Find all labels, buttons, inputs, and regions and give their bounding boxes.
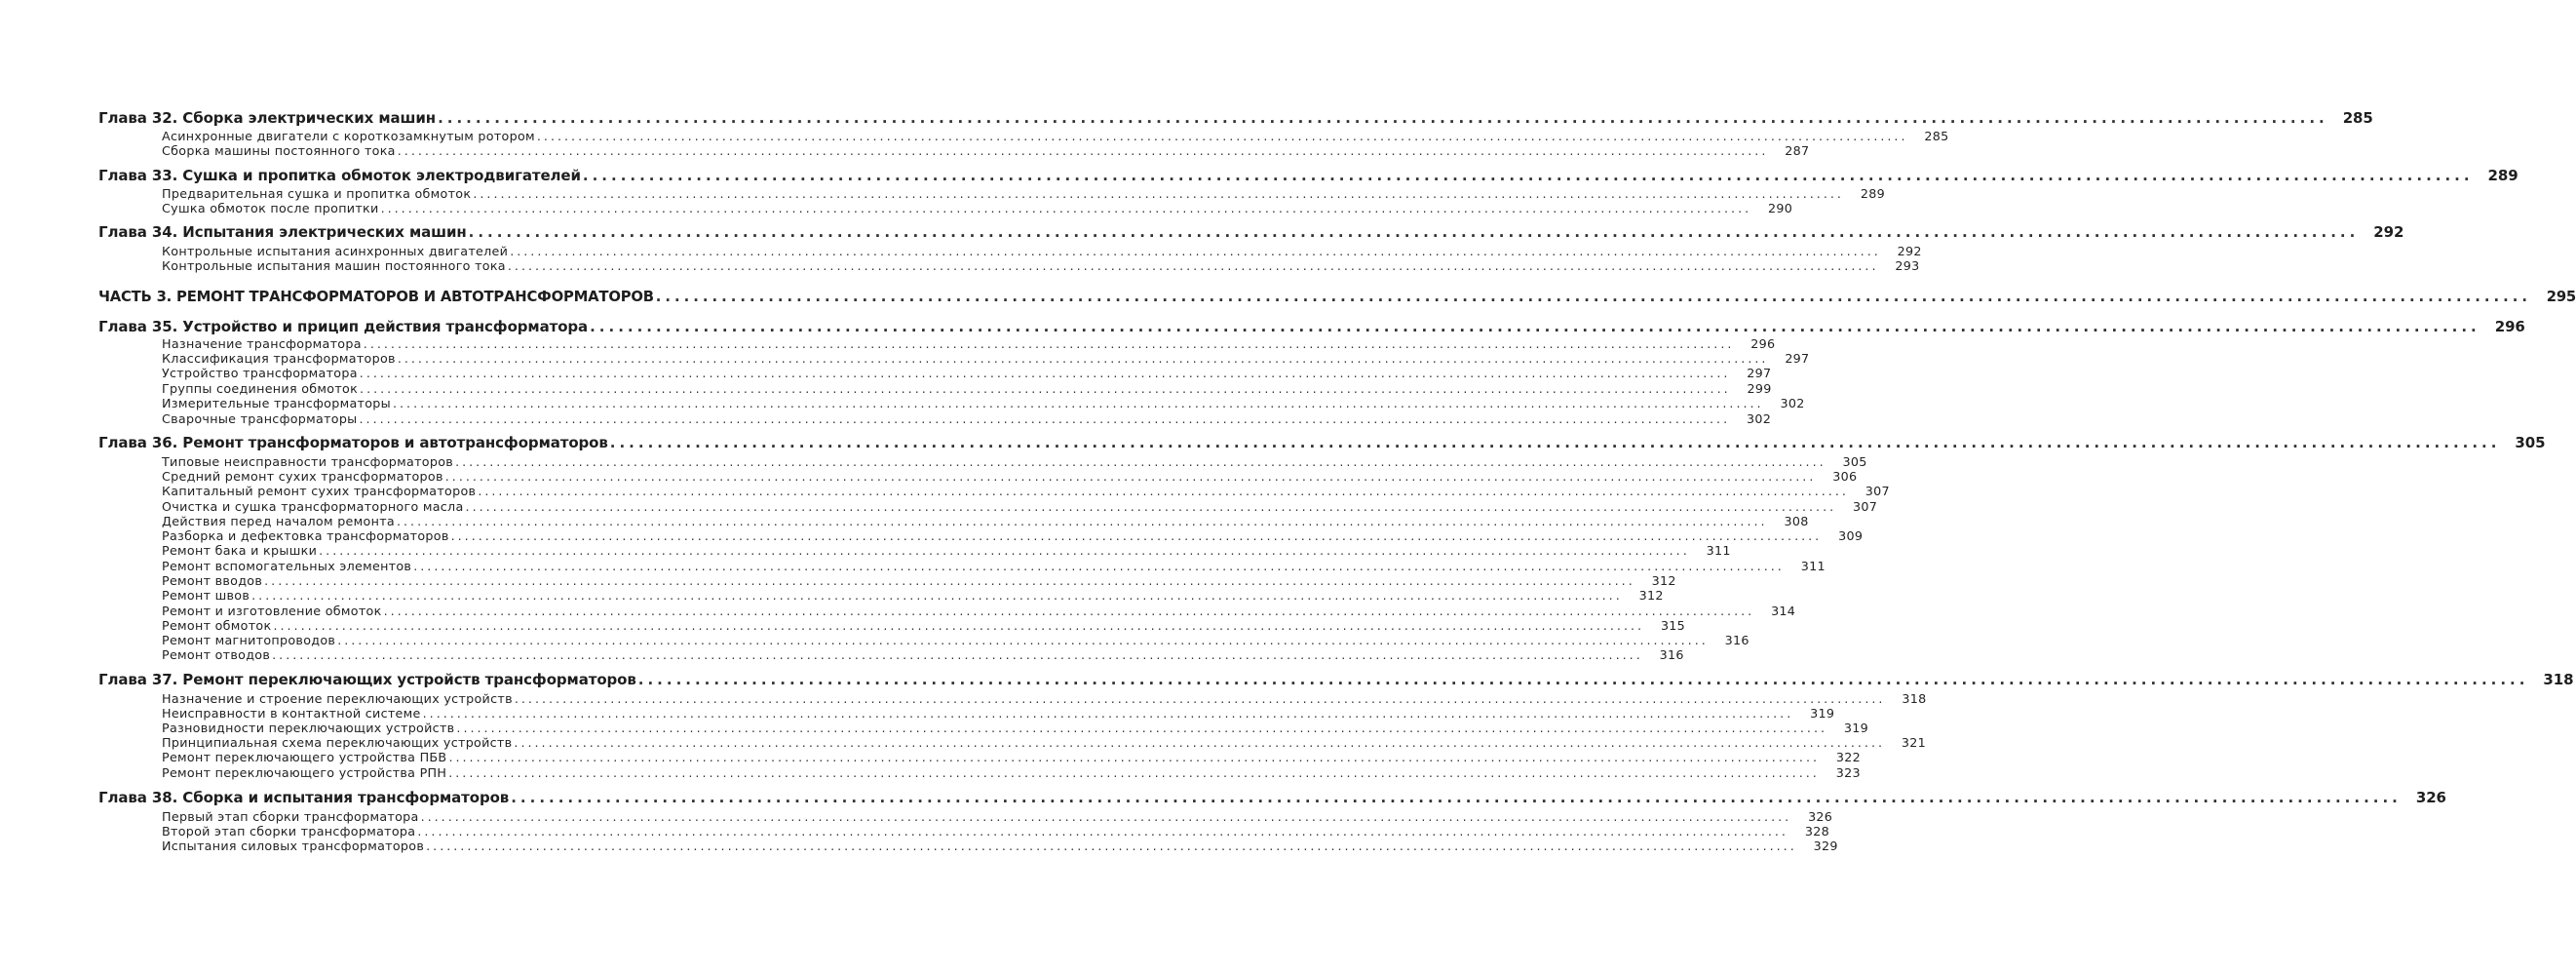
dot-leader: ........................................................................................................................................................................................................ bbox=[511, 789, 2402, 806]
toc-section-entry bbox=[0, 201, 1793, 215]
toc-section-entry bbox=[0, 633, 1749, 647]
entry-title: Контрольные испытания машин постоянного тока bbox=[162, 258, 506, 273]
dot-leader: ........................................................................................................................................................................................................ bbox=[420, 809, 1792, 824]
dot-leader: ........................................................................................................................................................................................................ bbox=[397, 351, 1769, 366]
dot-leader: ........................................................................................................................................................................................................ bbox=[426, 838, 1797, 853]
entry-title: Ремонт швов bbox=[162, 588, 250, 603]
toc-section-entry bbox=[0, 618, 1686, 633]
entry-title: Разновидности переключающих устройств bbox=[162, 721, 455, 735]
page-number: 299 bbox=[1747, 381, 1772, 396]
toc-section-entry bbox=[0, 129, 1949, 143]
page-number: 296 bbox=[2494, 318, 2525, 335]
toc-section-entry bbox=[0, 543, 1731, 558]
entry-title: Очистка и сушка трансформаторного масла bbox=[162, 499, 464, 514]
entry-title: Группы соединения обмоток bbox=[162, 381, 359, 396]
entry-title: Ремонт и изготовление обмоток bbox=[162, 604, 382, 618]
entry-title: Ремонт вспомогательных элементов bbox=[162, 559, 412, 573]
toc-section-entry bbox=[0, 559, 1826, 573]
toc-section-entry bbox=[0, 647, 1684, 662]
toc-section-entry bbox=[0, 514, 1809, 528]
dot-leader: ........................................................................................................................................................................................................ bbox=[264, 573, 1635, 588]
entry-title: Глава 32. Сборка электрических машин bbox=[98, 109, 437, 127]
page-number: 321 bbox=[1901, 735, 1927, 750]
page-number: 312 bbox=[1651, 573, 1676, 588]
toc-section-entry bbox=[0, 484, 1890, 498]
page-number: 311 bbox=[1800, 559, 1826, 573]
entry-title: Капитальный ремонт сухих трансформаторов bbox=[162, 484, 477, 498]
page-number: 323 bbox=[1835, 765, 1861, 780]
toc-chapter-entry bbox=[0, 789, 2446, 806]
entry-title: Глава 37. Ремонт переключающих устройств трансформаторов bbox=[98, 671, 636, 688]
toc-section-entry bbox=[0, 528, 1864, 543]
toc-section-entry bbox=[0, 186, 1885, 201]
dot-leader: ........................................................................................................................................................................................................ bbox=[507, 258, 1879, 273]
page-number: 322 bbox=[1835, 750, 1862, 764]
dot-leader: ........................................................................................................................................................................................................ bbox=[637, 671, 2529, 688]
page-number: 293 bbox=[1895, 258, 1920, 273]
toc-part-entry bbox=[0, 289, 2576, 305]
page-number: 316 bbox=[1724, 633, 1749, 647]
entry-title: Второй этап сборки трансформатора bbox=[162, 824, 416, 838]
toc-section-entry bbox=[0, 396, 1805, 410]
dot-leader: ........................................................................................................................................................................................................ bbox=[444, 469, 1817, 484]
toc-section-entry bbox=[0, 838, 1838, 853]
dot-leader: ........................................................................................................................................................................................................ bbox=[397, 143, 1769, 158]
dot-leader: ........................................................................................................................................................................................................ bbox=[417, 824, 1788, 838]
toc-section-entry bbox=[0, 735, 1927, 750]
page-number: 289 bbox=[2487, 167, 2518, 184]
dot-leader: ........................................................................................................................................................................................................ bbox=[359, 411, 1731, 426]
entry-title: Типовые неисправности трансформаторов bbox=[162, 454, 454, 469]
entry-title: Разборка и дефектовка трансформаторов bbox=[162, 528, 449, 543]
dot-leader: ........................................................................................................................................................................................................ bbox=[383, 604, 1755, 618]
toc-section-entry bbox=[0, 469, 1858, 484]
page-number: 328 bbox=[1804, 824, 1829, 838]
dot-leader: ........................................................................................................................................................................................................ bbox=[360, 381, 1731, 396]
entry-title: Сушка обмоток после пропитки bbox=[162, 201, 379, 215]
toc-chapter-entry bbox=[0, 167, 2518, 184]
toc-section-entry bbox=[0, 706, 1835, 721]
page-number: 287 bbox=[1785, 143, 1810, 158]
dot-leader: ........................................................................................................................................................................................................ bbox=[456, 721, 1828, 735]
toc-section-entry bbox=[0, 366, 1772, 380]
dot-leader: ........................................................................................................................................................................................................ bbox=[536, 129, 1908, 143]
dot-leader: ........................................................................................................................................................................................................ bbox=[478, 484, 1849, 498]
page-number: 306 bbox=[1832, 469, 1858, 484]
entry-title: Глава 35. Устройство и прицип действия трансформатора bbox=[98, 318, 589, 335]
page-number: 297 bbox=[1747, 366, 1772, 380]
entry-title: Ремонт переключающего устройства ПБВ bbox=[162, 750, 447, 764]
entry-title: Принципиальная схема переключающих устройств bbox=[162, 735, 513, 750]
page-number: 329 bbox=[1813, 838, 1838, 853]
entry-title: Ремонт переключающего устройства РПН bbox=[162, 765, 447, 780]
page-number: 307 bbox=[1865, 484, 1890, 498]
dot-leader: ........................................................................................................................................................................................................ bbox=[450, 528, 1823, 543]
toc-chapter-entry bbox=[0, 434, 2546, 451]
dot-leader: ........................................................................................................................................................................................................ bbox=[438, 109, 2328, 127]
toc-section-entry bbox=[0, 454, 1867, 469]
page-number: 311 bbox=[1706, 543, 1731, 558]
entry-title: Ремонт бака и крышки bbox=[162, 543, 318, 558]
entry-title: Сварочные трансформаторы bbox=[162, 411, 358, 426]
dot-leader: ........................................................................................................................................................................................................ bbox=[514, 735, 1886, 750]
toc-section-entry bbox=[0, 351, 1810, 366]
page-number: 305 bbox=[2515, 434, 2546, 451]
toc-section-entry bbox=[0, 691, 1927, 706]
entry-title: Классификация трансформаторов bbox=[162, 351, 396, 366]
toc-section-entry bbox=[0, 604, 1796, 618]
toc-section-entry bbox=[0, 258, 1920, 273]
dot-leader: ........................................................................................................................................................................................................ bbox=[510, 244, 1881, 258]
page-number: 318 bbox=[1902, 691, 1927, 706]
entry-title: Измерительные трансформаторы bbox=[162, 396, 391, 410]
dot-leader: ........................................................................................................................................................................................................ bbox=[363, 336, 1735, 351]
toc-section-entry bbox=[0, 499, 1878, 514]
page-number: 305 bbox=[1842, 454, 1867, 469]
page-number: 297 bbox=[1785, 351, 1810, 366]
toc-section-entry bbox=[0, 244, 1922, 258]
toc-chapter-entry bbox=[0, 223, 2404, 241]
page-number: 302 bbox=[1746, 411, 1772, 426]
toc-chapter-entry bbox=[0, 671, 2574, 688]
dot-leader: ........................................................................................................................................................................................................ bbox=[655, 289, 2532, 305]
dot-leader: ........................................................................................................................................................................................................ bbox=[380, 201, 1752, 215]
dot-leader: ........................................................................................................................................................................................................ bbox=[590, 318, 2480, 335]
page-number: 326 bbox=[2415, 789, 2446, 806]
dot-leader: ........................................................................................................................................................................................................ bbox=[468, 223, 2360, 241]
dot-leader: ........................................................................................................................................................................................................ bbox=[448, 765, 1820, 780]
page-number: 296 bbox=[1750, 336, 1776, 351]
page-number: 308 bbox=[1784, 514, 1809, 528]
entry-title: Ремонт вводов bbox=[162, 573, 263, 588]
dot-leader: ........................................................................................................................................................................................................ bbox=[473, 186, 1844, 201]
entry-title: Средний ремонт сухих трансформаторов bbox=[162, 469, 443, 484]
toc-section-entry bbox=[0, 750, 1862, 764]
entry-title: Асинхронные двигатели с короткозамкнутым ротором bbox=[162, 129, 535, 143]
toc-section-entry bbox=[0, 588, 1664, 603]
dot-leader: ........................................................................................................................................................................................................ bbox=[455, 454, 1826, 469]
toc-chapter-entry bbox=[0, 318, 2525, 335]
page-number: 314 bbox=[1771, 604, 1796, 618]
toc-section-entry bbox=[0, 411, 1772, 426]
entry-title: Испытания силовых трансформаторов bbox=[162, 838, 425, 853]
page-number: 307 bbox=[1853, 499, 1878, 514]
page-number: 292 bbox=[1897, 244, 1922, 258]
toc-section-entry bbox=[0, 381, 1772, 396]
dot-leader: ........................................................................................................................................................................................................ bbox=[413, 559, 1785, 573]
entry-title: Ремонт обмоток bbox=[162, 618, 272, 633]
dot-leader: ........................................................................................................................................................................................................ bbox=[359, 366, 1731, 380]
entry-title: Сборка машины постоянного тока bbox=[162, 143, 396, 158]
page-number: 302 bbox=[1780, 396, 1805, 410]
dot-leader: ........................................................................................................................................................................................................ bbox=[273, 618, 1645, 633]
toc-section-entry bbox=[0, 143, 1810, 158]
dot-leader: ........................................................................................................................................................................................................ bbox=[396, 514, 1768, 528]
page-number: 315 bbox=[1660, 618, 1686, 633]
entry-title: Глава 34. Испытания электрических машин bbox=[98, 223, 467, 241]
entry-title: Глава 38. Сборка и испытания трансформаторов bbox=[98, 789, 510, 806]
toc-chapter-entry bbox=[0, 109, 2373, 127]
toc-section-entry bbox=[0, 765, 1861, 780]
entry-title: Первый этап сборки трансформатора bbox=[162, 809, 419, 824]
entry-title: Действия перед началом ремонта bbox=[162, 514, 395, 528]
page-number: 285 bbox=[2342, 109, 2373, 127]
entry-title: Назначение трансформатора bbox=[162, 336, 362, 351]
dot-leader: ........................................................................................................................................................................................................ bbox=[422, 706, 1794, 721]
dot-leader: ........................................................................................................................................................................................................ bbox=[337, 633, 1709, 647]
toc-section-entry bbox=[0, 721, 1869, 735]
entry-title: Устройство трансформатора bbox=[162, 366, 358, 380]
entry-title: Глава 33. Сушка и пропитка обмоток электродвигателей bbox=[98, 167, 581, 184]
entry-title: Ремонт отводов bbox=[162, 647, 271, 662]
page-number: 312 bbox=[1638, 588, 1664, 603]
entry-title: Ремонт магнитопроводов bbox=[162, 633, 336, 647]
page-number: 290 bbox=[1768, 201, 1793, 215]
toc-section-entry bbox=[0, 336, 1776, 351]
entry-title: Глава 36. Ремонт трансформаторов и автотрансформаторов bbox=[98, 434, 608, 451]
dot-leader: ........................................................................................................................................................................................................ bbox=[319, 543, 1690, 558]
entry-title: Неисправности в контактной системе bbox=[162, 706, 421, 721]
dot-leader: ........................................................................................................................................................................................................ bbox=[272, 647, 1643, 662]
dot-leader: ........................................................................................................................................................................................................ bbox=[251, 588, 1623, 603]
page-number: 319 bbox=[1810, 706, 1835, 721]
page-number: 289 bbox=[1860, 186, 1885, 201]
page-number: 316 bbox=[1659, 647, 1684, 662]
page-number: 318 bbox=[2543, 671, 2574, 688]
dot-leader: ........................................................................................................................................................................................................ bbox=[582, 167, 2474, 184]
dot-leader: ........................................................................................................................................................................................................ bbox=[448, 750, 1821, 764]
dot-leader: ........................................................................................................................................................................................................ bbox=[514, 691, 1886, 706]
page-number: 309 bbox=[1838, 528, 1864, 543]
page-number: 292 bbox=[2373, 223, 2404, 241]
page-number: 285 bbox=[1924, 129, 1949, 143]
entry-title: Контрольные испытания асинхронных двигателей bbox=[162, 244, 509, 258]
page-number: 326 bbox=[1808, 809, 1833, 824]
dot-leader: ........................................................................................................................................................................................................ bbox=[392, 396, 1764, 410]
page-number: 295 bbox=[2546, 289, 2576, 305]
page-number: 319 bbox=[1843, 721, 1869, 735]
dot-leader: ........................................................................................................................................................................................................ bbox=[465, 499, 1837, 514]
entry-title: Предварительная сушка и пропитка обмоток bbox=[162, 186, 472, 201]
toc-section-entry bbox=[0, 809, 1833, 824]
entry-title: Назначение и строение переключающих устройств bbox=[162, 691, 513, 706]
dot-leader: ........................................................................................................................................................................................................ bbox=[609, 434, 2501, 451]
entry-title: ЧАСТЬ 3. РЕМОНТ ТРАНСФОРМАТОРОВ И АВТОТРАНСФОРМАТОРОВ bbox=[98, 289, 654, 305]
toc-section-entry bbox=[0, 573, 1676, 588]
toc-section-entry bbox=[0, 824, 1829, 838]
